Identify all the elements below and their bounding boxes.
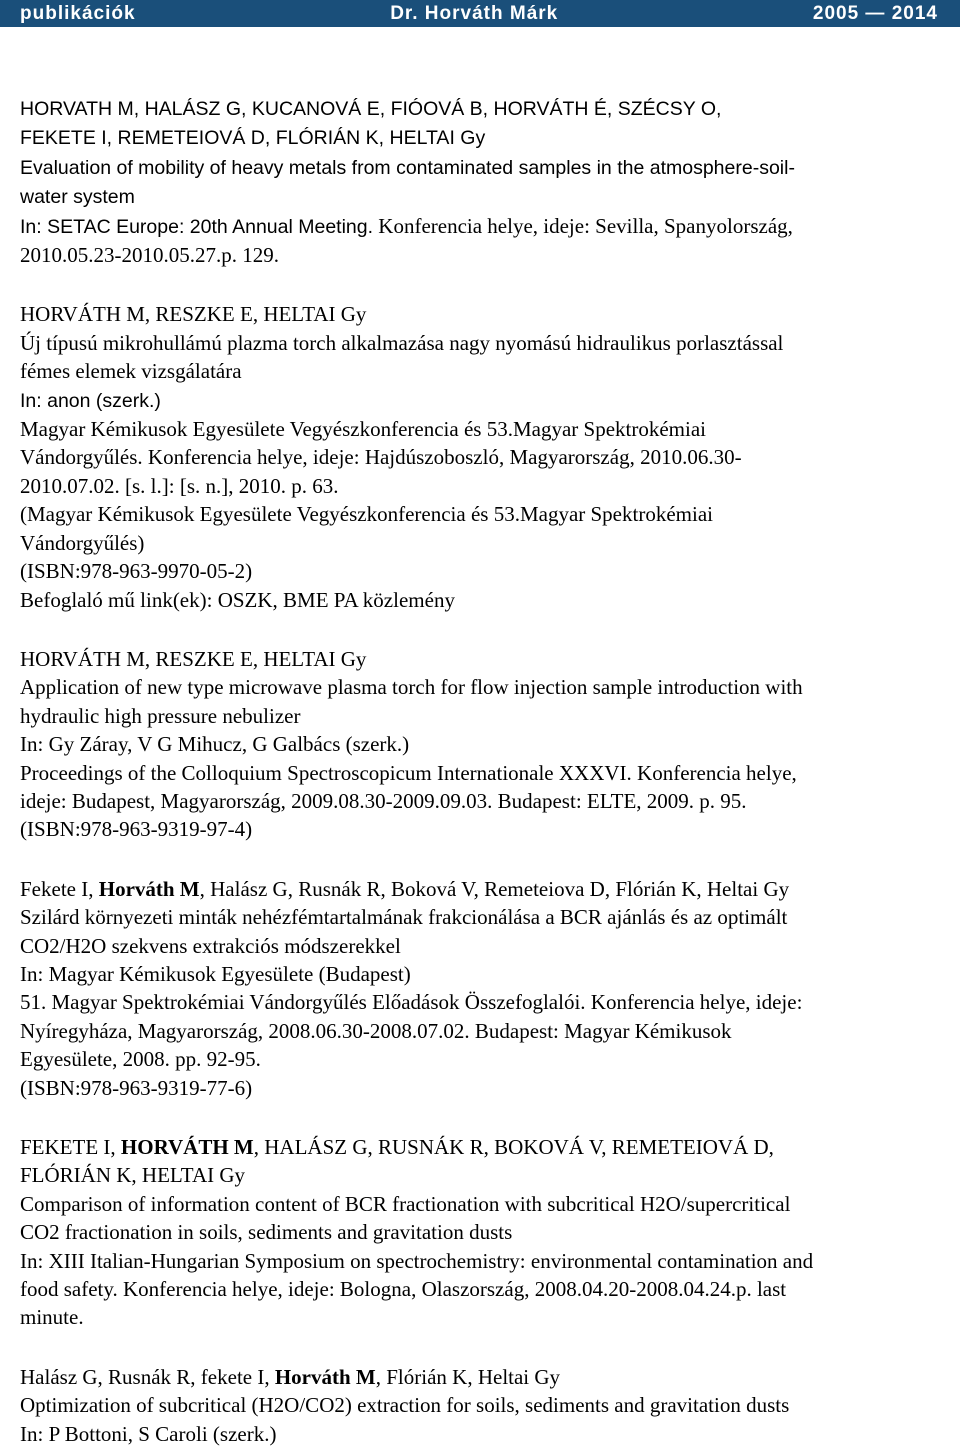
publication-entry [20,300,940,613]
line-text: 2010.07.02. [s. l.]: [s. n.], 2010. p. 63. [20,473,339,498]
entry-line [20,443,940,471]
line-text: HORVATH M, HALÁSZ G, KUCANOVÁ E, FIÓOVÁ B, HORVÁTH É, SZÉCSY O, [20,98,722,120]
line-text: In: XIII Italian-Hungarian Symposium on spectrochemistry: environmental contamination and [20,1248,814,1273]
line-text: Vándorgyűlés. Konferencia helye, ideje: Hajdúszoboszló, Magyarország, 2010.06.30- [20,445,742,470]
line-text: 51. Magyar Spektrokémiai Vándorgyűlés Előadások Összefoglalói. Konferencia helye, ideje: [20,990,803,1015]
entry-line [20,1391,940,1419]
entry-line [20,182,940,211]
entry-line [20,759,940,787]
line-text: In: Magyar Kémikusok Egyesülete (Budapest) [20,961,411,986]
entry-line [20,1017,940,1045]
publication-entry [20,875,940,1102]
entry-line [20,1074,940,1102]
entry-line [20,586,940,614]
highlighted-author: HORVÁTH M [120,1135,254,1159]
entry-line [20,94,940,123]
entry-line [20,1303,940,1331]
line-text: (Magyar Kémikusok Egyesülete Vegyészkonferencia és 53.Magyar Spektrokémiai [20,502,713,527]
line-text: hydraulic high pressure nebulizer [20,703,301,728]
line-text: Vándorgyűlés) [20,530,145,555]
publication-list [0,27,960,1448]
line-text: Szilárd környezeti minták nehézfémtartalmának frakcionálása a BCR ajánlás és az optimált [20,905,788,930]
line-text: Comparison of information content of BCR fractionation with subcritical H2O/supercritical [20,1191,791,1216]
line-text: In: anon (szerk.) [20,389,161,412]
line-text: Befoglaló mű link(ek): OSZK, BME PA közlemény [20,587,455,612]
line-text: 2010.05.23-2010.05.27.p. 129. [20,243,279,268]
publication-entry [20,1133,940,1332]
entry-line [20,988,940,1016]
line-text: Egyesülete, 2008. pp. 92-95. [20,1047,261,1072]
line-text: , Flórián K, Heltai Gy [375,1364,561,1389]
entry-line [20,673,940,701]
entry-line [20,529,940,557]
line-text: Magyar Kémikusok Egyesülete Vegyészkonferencia és 53.Magyar Spektrokémiai [20,417,706,442]
line-text: FEKETE I, REMETEIOVÁ D, FLÓRIÁN K, HELTAI Gy [20,127,486,150]
entry-line [20,241,940,269]
entry-line [20,123,940,152]
line-text: In: P Bottoni, S Caroli (szerk.) [20,1421,277,1446]
entry-line [20,329,940,357]
entry-line [20,932,940,960]
entry-line [20,1218,940,1246]
line-text: HORVÁTH M, RESZKE E, HELTAI Gy [20,302,367,327]
entry-line [20,1363,940,1391]
line-text: (ISBN:978-963-9319-97-4) [20,817,253,842]
line-text: Halász G, Rusnák R, fekete I, [20,1364,275,1389]
highlighted-author: Horváth M [274,1364,376,1389]
line-text: Proceedings of the Colloquium Spectroscopicum Internationale XXXVI. Konferencia helye, [20,760,797,785]
entry-line [20,1275,940,1303]
entry-line [20,415,940,443]
line-text: FLÓRIÁN K, HELTAI Gy [20,1163,246,1188]
entry-line [20,875,940,903]
line-text: Fekete I, [20,876,99,901]
entry-line [20,1190,940,1218]
line-text: minute. [20,1305,84,1330]
line-text: HORVÁTH M, RESZKE E, HELTAI Gy [20,646,367,671]
header-section-title: publikációk [20,2,136,24]
publication-entry [20,1363,940,1448]
entry-line [20,645,940,673]
line-text: food safety. Konferencia helye, ideje: Bologna, Olaszország, 2008.04.20-2008.04.24.p. last [20,1277,787,1302]
entry-line [20,1420,940,1448]
entry-line [20,472,940,500]
entry-line [20,357,940,385]
page-header [0,0,960,27]
line-text: Application of new type microwave plasma torch for flow injection sample introduction with [20,675,803,700]
line-text: CO2 fractionation in soils, sediments and gravitation dusts [20,1220,513,1245]
line-text: Konferencia helye, ideje: Sevilla, Spanyolország, [373,213,793,238]
entry-line [20,557,940,585]
entry-line [20,787,940,815]
line-text: Evaluation of mobility of heavy metals from contaminated samples in the atmosphere-soil- [20,156,795,179]
line-text: CO2/H2O szekvens extrakciós módszerekkel [20,933,401,958]
line-text: Új típusú mikrohullámú plazma torch alkalmazása nagy nyomású hidraulikus porlasztással [20,330,784,355]
line-text: water system [20,186,135,209]
line-text: In: Gy Záray, V G Mihucz, G Galbács (szerk.) [20,732,410,757]
highlighted-author: Horváth M [98,876,200,901]
line-text: , Halász G, Rusnák R, Boková V, Remeteiova D, Flórián K, Heltai Gy [199,876,790,901]
header-author: Dr. Horváth Márk [390,2,559,24]
entry-line [20,1247,940,1275]
entry-line [20,1133,940,1161]
publication-entry [20,94,940,269]
header-year-range: 2005 — 2014 [812,2,938,24]
line-text: ideje: Budapest, Magyarország, 2009.08.30-2009.09.03. Budapest: ELTE, 2009. p. 95. [20,788,747,813]
line-text: In: SETAC Europe: 20th Annual Meeting. [20,215,374,238]
entry-line [20,702,940,730]
publication-entry [20,645,940,844]
line-text: Optimization of subcritical (H2O/CO2) extraction for soils, sediments and gravitation dusts [20,1393,790,1418]
line-text: , HALÁSZ G, RUSNÁK R, BOKOVÁ V, REMETEIOVÁ D, [253,1135,774,1159]
line-text: Nyíregyháza, Magyarország, 2008.06.30-2008.07.02. Budapest: Magyar Kémikusok [20,1018,732,1043]
entry-line [20,500,940,528]
line-text: FEKETE I, [20,1135,121,1159]
line-text: (ISBN:978-963-9319-77-6) [20,1075,253,1100]
entry-line [20,386,940,415]
entry-line [20,153,940,182]
entry-line [20,815,940,843]
entry-line [20,903,940,931]
entry-line [20,1045,940,1073]
entry-line [20,730,940,758]
entry-line [20,1161,940,1189]
entry-line [20,212,940,241]
entry-line [20,300,940,328]
entry-line [20,960,940,988]
line-text: fémes elemek vizsgálatára [20,359,242,384]
line-text: (ISBN:978-963-9970-05-2) [20,559,253,584]
